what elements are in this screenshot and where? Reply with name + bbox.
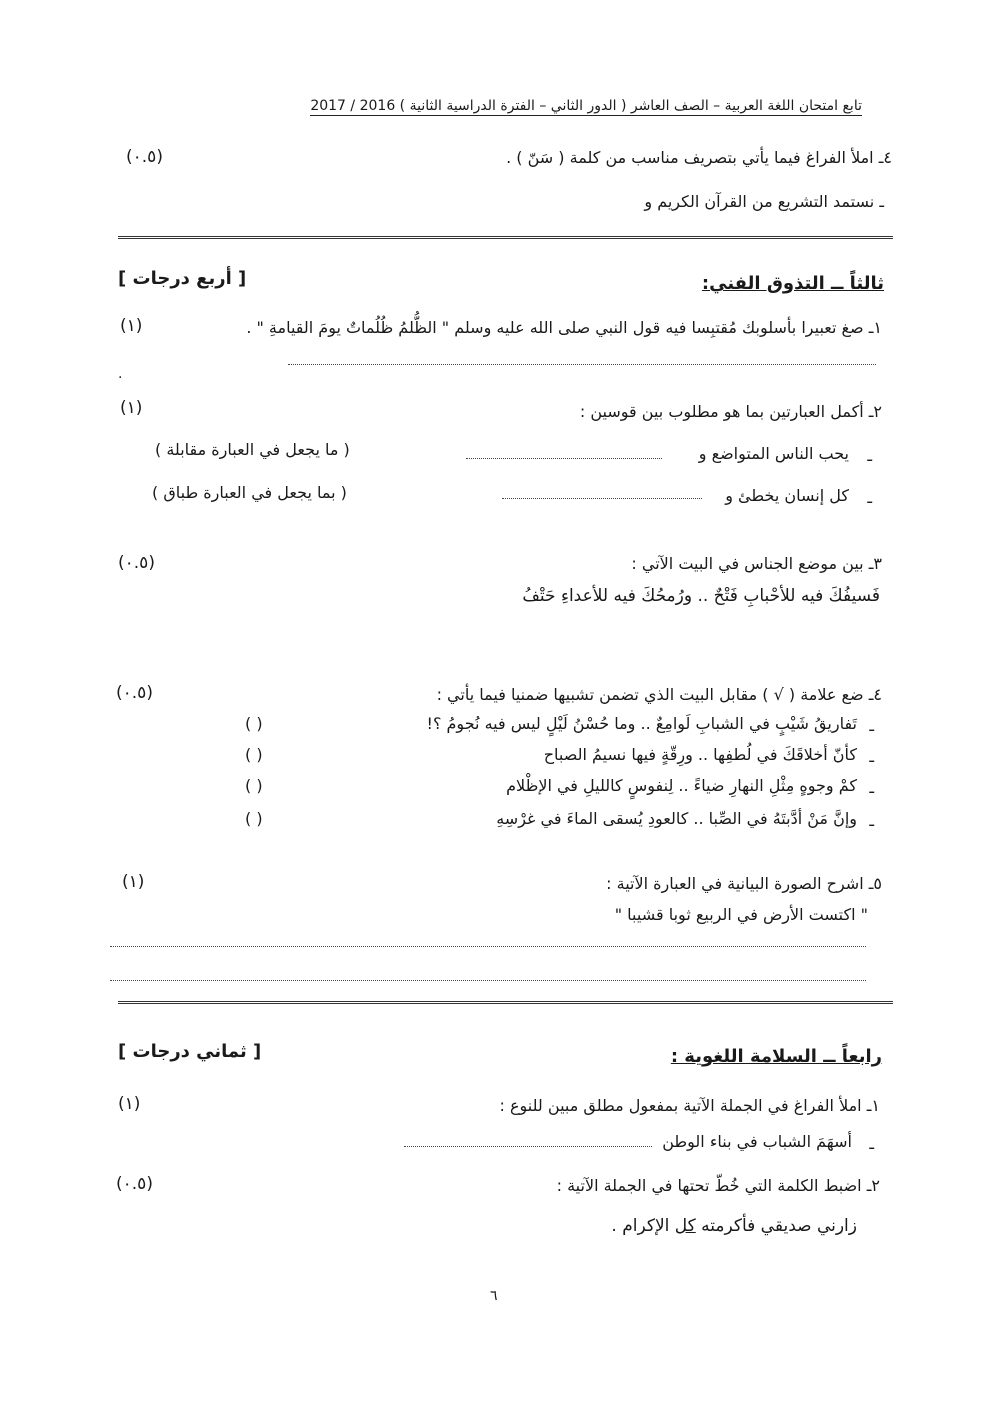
q4-fill-sentence: ـ نستمد التشريع من القرآن الكريم و [644, 192, 884, 211]
s4-q2-sentence [611, 1216, 857, 1236]
s3-q5-quote: " اكتست الأرض في الربيع ثوبا قشيبا " [614, 905, 868, 924]
s4-q1-mark: (١) [118, 1094, 141, 1114]
s3-q2-text: ٢ـ أكمل العبارتين بما هو مطلوب بين قوسين : [579, 402, 882, 421]
page-number: ٦ [490, 1288, 498, 1304]
s4-q2-sentence-before: زارني صديقي فأكرمته [695, 1216, 857, 1236]
s4-q1-sentence: أسهَمَ الشباب في بناء الوطن [662, 1132, 852, 1151]
s4-q2-underlined-word: كل [674, 1216, 696, 1236]
s3-q3-mark: (٠.٥) [118, 553, 155, 573]
bullet: ـ [867, 446, 872, 465]
s4-q2-mark: (٠.٥) [116, 1174, 153, 1194]
s3-q1-text: ١ـ صغ تعبيرا بأسلوبك مُقتبِسا فيه قول النبي صلى الله عليه وسلم " الظُّلمُ ظُلُماتٌ يومَ القيامةِ " . [246, 318, 882, 337]
answer-line [404, 1146, 652, 1147]
bullet: ـ [869, 778, 874, 797]
exam-header: تابع امتحان اللغة العربية – الصف العاشر ( الدور الثاني – الفترة الدراسية الثانية ) 2016 / 2017 [310, 98, 862, 114]
answer-line [466, 458, 662, 459]
answer-line [288, 364, 876, 365]
s4-q2-sentence-after: الإكرام . [611, 1216, 675, 1236]
s4-q2-text: ٢ـ اضبط الكلمة التي خُطّ تحتها في الجملة الآتية : [556, 1176, 880, 1195]
stray-dot: . [118, 366, 123, 382]
s3-q2-item-1-hint: ( ما يجعل في العبارة مقابلة ) [155, 440, 350, 459]
s3-q1-mark: (١) [120, 316, 143, 336]
answer-line [502, 498, 702, 499]
check-box-2[interactable]: ( ) [245, 745, 263, 764]
answer-line [110, 980, 866, 981]
s3-q2-item-2: كل إنسان يخطئ و [725, 486, 849, 505]
s3-q2-item-2-hint: ( بما يجعل في العبارة طباق ) [152, 483, 347, 502]
s3-q3-verse: فَسيفُكَ فيه للأحْبابِ فَتْحٌ .. ورُمحُكَ فيه للأعداءِ حَتْفُ [522, 586, 880, 606]
section-divider [118, 236, 893, 244]
section-divider [118, 1001, 893, 1009]
s3-q4-verse-1: تَفاريقُ شَيْبٍ في الشبابِ لَوامِعٌ .. وما حُسْنُ لَيْلٍ ليس فيه نُجومُ ؟! [426, 714, 857, 733]
bullet: ـ [869, 1134, 874, 1153]
check-box-3[interactable]: ( ) [245, 776, 263, 795]
s3-q5-mark: (١) [122, 872, 145, 892]
s3-q5-text: ٥ـ اشرح الصورة البيانية في العبارة الآتية : [606, 874, 882, 893]
s3-q4-verse-3: كمْ وجوهٍ مِثْلِ النهارِ ضياءً .. لِنفوسٍ كالليلِ في الإظْلام [506, 776, 857, 795]
bullet: ـ [869, 716, 874, 735]
s3-q4-verse-4: وإنَّ مَنْ أدَّبتَهُ في الصِّبا .. كالعودِ يُسقى الماءَ في غرْسِهِ [496, 809, 857, 828]
section4-grade: [ ثماني درجات ] [118, 1041, 262, 1062]
section3-title: ثالثاً ــ التذوق الفني: [701, 273, 884, 294]
s3-q4-text: ٤ـ ضع علامة ( √ ) مقابل البيت الذي تضمن تشبيها ضمنيا فيما يأتي : [436, 685, 882, 704]
q4-fill-mark: (٠.٥) [126, 147, 163, 167]
s3-q4-mark: (٠.٥) [116, 683, 153, 703]
s3-q4-verse-2: كأنّ أخلاقَكَ في لُطفِها .. ورِقّةٍ فيها نسيمُ الصباح [543, 745, 857, 764]
section4-title: رابعاً ــ السلامة اللغوية : [670, 1046, 882, 1067]
s4-q1-text: ١ـ املأ الفراغ في الجملة الآتية بمفعول مطلق مبين للنوع : [499, 1096, 880, 1115]
s3-q2-item-1: يحب الناس المتواضع و [698, 444, 849, 463]
bullet: ـ [869, 811, 874, 830]
bullet: ـ [869, 747, 874, 766]
check-box-1[interactable]: ( ) [245, 714, 263, 733]
s3-q2-mark: (١) [120, 398, 143, 418]
bullet: ـ [867, 488, 872, 507]
section3-grade: [ أربع درجات ] [118, 268, 247, 289]
check-box-4[interactable]: ( ) [245, 809, 263, 828]
q4-fill-instruction: ٤ـ املأ الفراغ فيما يأتي بتصريف مناسب من كلمة ( سَنّ ) . [506, 148, 892, 167]
answer-line [110, 946, 866, 947]
s3-q3-text: ٣ـ بين موضع الجناس في البيت الآتي : [631, 554, 882, 573]
